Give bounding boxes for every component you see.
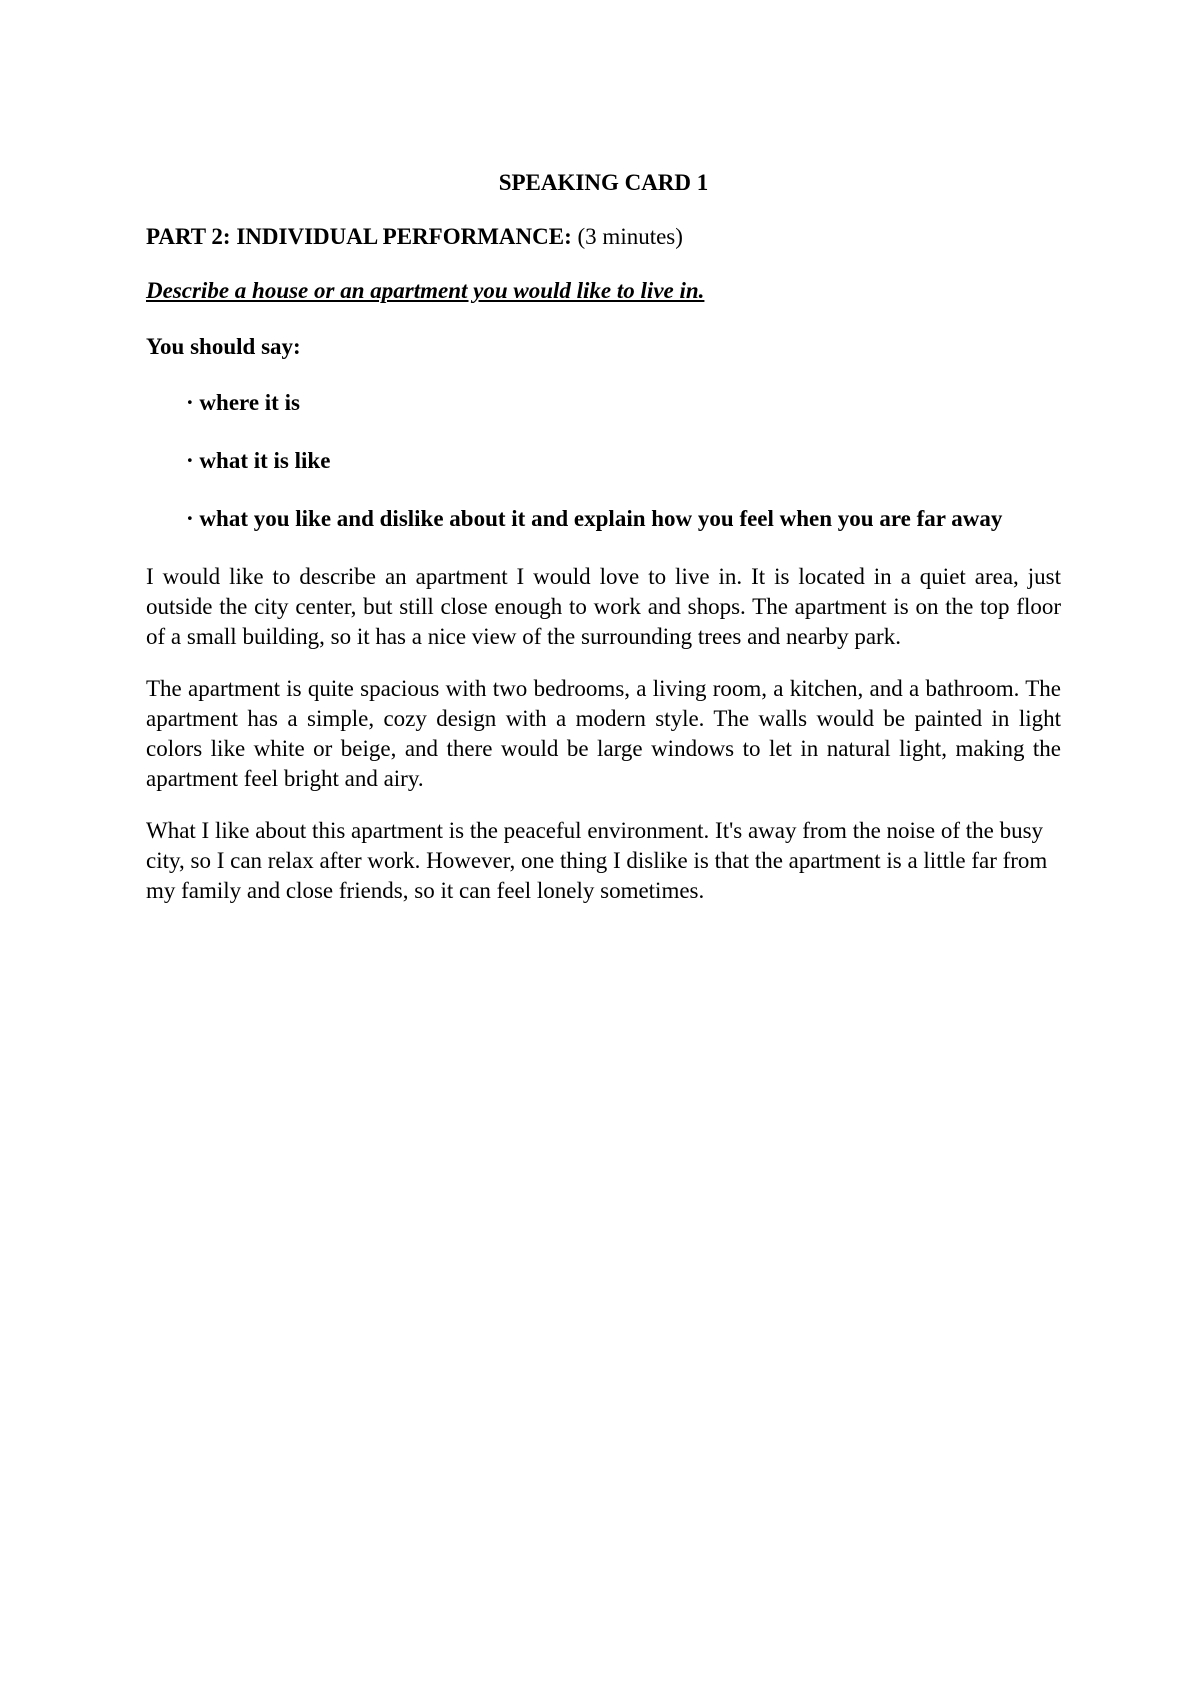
bullet-text: what it is like <box>199 448 331 473</box>
document-page <box>146 168 1061 928</box>
prompt-bullet <box>146 446 1061 476</box>
you-should-say-label: You should say: <box>146 334 301 359</box>
prompt-bullet <box>146 504 1061 534</box>
bullet-dot: · <box>186 448 194 473</box>
prompt-bullet-list <box>146 388 1061 534</box>
answer-paragraph: What I like about this apartment is the peaceful environment. It's away from the noise of the busy city, so I can relax after work. However, one thing I dislike is that the apartment is a little far from my family and close friends, so it can feel lonely sometimes. <box>146 818 1048 903</box>
answer-paragraph: I would like to describe an apartment I would love to live in. It is located in a quiet area, just outside the city center, but still close enough to work and shops. The apartment is on the top floor of a small building, so it has a nice view of the surrounding trees and nearby park. <box>146 564 1061 649</box>
task-prompt: Describe a house or an apartment you would like to live in. <box>146 278 705 303</box>
bullet-text: what you like and dislike about it and explain how you feel when you are far away <box>199 506 1003 531</box>
answer-paragraph: The apartment is quite spacious with two bedrooms, a living room, a kitchen, and a bathroom. The apartment has a simple, cozy design with a modern style. The walls would be painted in light colors like white or beige, and there would be large windows to let in natural light, making the apartment feel bright and airy. <box>146 676 1061 791</box>
card-title: SPEAKING CARD 1 <box>498 170 709 195</box>
bullet-text: where it is <box>199 390 300 415</box>
bullet-dot: · <box>186 506 194 531</box>
prompt-bullet <box>146 388 1061 418</box>
part-duration: (3 minutes) <box>571 224 683 249</box>
part-heading <box>146 222 1061 254</box>
part-label: PART 2: INDIVIDUAL PERFORMANCE: <box>146 224 572 249</box>
bullet-dot: · <box>186 390 194 415</box>
